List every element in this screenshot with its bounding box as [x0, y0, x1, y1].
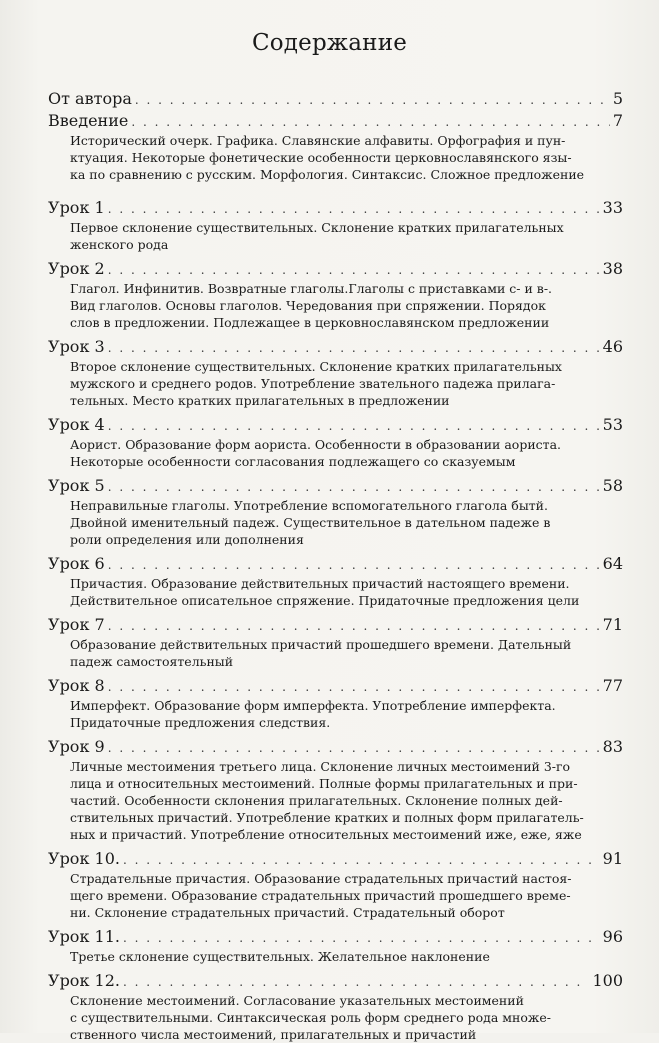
toc-entry-label: Урок 5 — [48, 476, 105, 495]
toc-entry-description — [70, 697, 619, 731]
toc-entry-label: Урок 9 — [48, 737, 105, 756]
toc-entry — [48, 88, 623, 110]
description-line: Третье склонение существительных. Желательное наклонение — [70, 949, 490, 964]
toc-entry-label: От автора — [48, 89, 132, 108]
description-line: Аорист. Образование форм аориста. Особенности в образовании аориста. — [70, 437, 561, 452]
dot-leader — [108, 476, 600, 498]
toc-entry — [48, 336, 623, 409]
toc-entry-page-number: 33 — [602, 198, 623, 217]
dot-leader — [108, 676, 600, 698]
toc-entry-page-number: 83 — [602, 737, 623, 756]
toc-entry-heading — [48, 88, 623, 110]
description-line: Имперфект. Образование форм имперфекта. Употребление имперфекта. — [70, 698, 556, 713]
description-line: слов в предложении. Подлежащее в церковнославянском предложении — [70, 315, 550, 330]
toc-entry-heading — [48, 926, 623, 948]
toc-entry-description — [70, 948, 619, 965]
toc-entry — [48, 414, 623, 470]
toc-entry-description — [70, 575, 619, 609]
description-line: Неправильные глаголы. Употребление вспомогательного глагола бытй. — [70, 498, 548, 513]
description-line: Вид глаголов. Основы глаголов. Чередования при спряжении. Порядок — [70, 298, 546, 313]
description-line: щего времени. Образование страдательных причастий прошедшего време- — [70, 888, 571, 903]
toc-entry-heading — [48, 848, 623, 870]
toc-entry-page-number: 64 — [602, 554, 623, 573]
description-line: Некоторые особенности согласования подлежащего со сказуемым — [70, 454, 516, 469]
toc-entry — [48, 675, 623, 731]
description-line: Образование действительных причастий прошедшего времени. Дательный — [70, 637, 572, 652]
description-line: Первое склонение существительных. Склонение кратких прилагательных — [70, 220, 564, 235]
toc-entry-label: Урок 3 — [48, 337, 105, 356]
toc-entry-description — [70, 358, 619, 409]
description-line: Причастия. Образование действительных причастий настоящего времени. — [70, 576, 570, 591]
toc-entry-heading — [48, 258, 623, 280]
toc-entry-page-number: 58 — [602, 476, 623, 495]
toc-entry-label: Урок 7 — [48, 615, 105, 634]
toc-entry — [48, 848, 623, 921]
toc-entry-page-number: 100 — [592, 971, 623, 990]
toc-entry-description — [70, 992, 619, 1043]
toc-entry — [48, 553, 623, 609]
toc-entry-label: Урок 6 — [48, 554, 105, 573]
toc-entry-page-number: 96 — [602, 927, 623, 946]
dot-leader — [108, 198, 600, 220]
toc-entry-description — [70, 497, 619, 548]
toc-entry-heading — [48, 675, 623, 697]
dot-leader — [108, 554, 600, 576]
toc-entry-page-number: 46 — [602, 337, 623, 356]
toc-entry-label: Урок 8 — [48, 676, 105, 695]
toc-entry-label: Урок 2 — [48, 259, 105, 278]
dot-leader — [108, 615, 600, 637]
table-of-contents — [48, 88, 623, 1043]
toc-entry-description — [70, 280, 619, 331]
description-line: мужского и среднего родов. Употребление звательного падежа прилага- — [70, 376, 556, 391]
description-line: Страдательные причастия. Образование страдательных причастий настоя- — [70, 871, 572, 886]
toc-entry-label: Урок 1 — [48, 198, 105, 217]
toc-entry — [48, 475, 623, 548]
description-line: лица и относительных местоимений. Полные формы прилагательных и при- — [70, 776, 578, 791]
description-line: Действительное описательное спряжение. Придаточные предложения цели — [70, 593, 580, 608]
toc-entry-heading — [48, 614, 623, 636]
description-line: ктуация. Некоторые фонетические особенности церковнославянского язы- — [70, 150, 572, 165]
description-line: Придаточные предложения следствия. — [70, 715, 331, 730]
toc-entry — [48, 926, 623, 965]
toc-entry-label: Введение — [48, 111, 129, 130]
description-line: ных и причастий. Употребление относительных местоимений иже, еже, яже — [70, 827, 582, 842]
dot-leader — [108, 415, 600, 437]
dot-leader — [123, 849, 600, 871]
description-line: Глагол. Инфинитив. Возвратные глаголы.Глаголы с приставками с- и в-. — [70, 281, 553, 296]
description-line: с существительными. Синтаксическая роль форм среднего рода множе- — [70, 1010, 551, 1025]
dot-leader — [131, 111, 609, 133]
entry-gap — [48, 183, 623, 197]
description-line: Исторический очерк. Графика. Славянские алфавиты. Орфография и пун- — [70, 133, 566, 148]
description-line: ственного числа местоимений, прилагательных и причастий — [70, 1027, 477, 1042]
toc-entry-description — [70, 758, 619, 843]
description-line: женского рода — [70, 237, 169, 252]
toc-entry-heading — [48, 970, 623, 992]
description-line: Второе склонение существительных. Склонение кратких прилагательных — [70, 359, 562, 374]
description-line: Личные местоимения третьего лица. Склонение личных местоимений 3-го — [70, 759, 571, 774]
toc-entry-heading — [48, 736, 623, 758]
dot-leader — [108, 259, 600, 281]
toc-entry-page-number: 5 — [612, 89, 623, 108]
toc-entry-description — [70, 219, 619, 253]
toc-entry-heading — [48, 475, 623, 497]
description-line: тельных. Место кратких прилагательных в предложении — [70, 393, 450, 408]
dot-leader — [108, 737, 600, 759]
toc-entry-page-number: 71 — [602, 615, 623, 634]
dot-leader — [135, 89, 610, 111]
dot-leader — [123, 927, 600, 949]
toc-entry-page-number: 91 — [602, 849, 623, 868]
toc-entry — [48, 970, 623, 1043]
toc-entry-description — [70, 636, 619, 670]
toc-entry-description — [70, 870, 619, 921]
toc-entry-page-number: 53 — [602, 415, 623, 434]
toc-entry-heading — [48, 553, 623, 575]
description-line: падеж самостоятельный — [70, 654, 234, 669]
toc-entry-heading — [48, 110, 623, 132]
toc-entry-description — [70, 132, 619, 183]
toc-entry — [48, 614, 623, 670]
toc-entry-label: Урок 12. — [48, 971, 120, 990]
description-line: ни. Склонение страдательных причастий. Страдательный оборот — [70, 905, 505, 920]
toc-entry-label: Урок 10. — [48, 849, 120, 868]
description-line: роли определения или дополнения — [70, 532, 304, 547]
toc-entry-description — [70, 436, 619, 470]
toc-entry — [48, 197, 623, 253]
toc-entry-page-number: 7 — [612, 111, 623, 130]
page-title: Содержание — [251, 30, 408, 56]
description-line: ка по сравнению с русским. Морфология. Синтаксис. Сложное предложение — [70, 167, 585, 182]
toc-entry-heading — [48, 197, 623, 219]
toc-entry-label: Урок 11. — [48, 927, 120, 946]
toc-entry — [48, 736, 623, 843]
dot-leader — [123, 971, 589, 993]
description-line: ствительных причастий. Употребление кратких и полных форм прилагатель- — [70, 810, 584, 825]
toc-entry-heading — [48, 336, 623, 358]
toc-entry-page-number: 38 — [602, 259, 623, 278]
toc-entry — [48, 258, 623, 331]
dot-leader — [108, 337, 600, 359]
toc-entry-page-number: 77 — [602, 676, 623, 695]
toc-entry — [48, 110, 623, 183]
toc-entry-label: Урок 4 — [48, 415, 105, 434]
description-line: Двойной именительный падеж. Существительное в дательном падеже в — [70, 515, 551, 530]
description-line: Склонение местоимений. Согласование указательных местоимений — [70, 993, 524, 1008]
description-line: частий. Особенности склонения прилагательных. Склонение полных дей- — [70, 793, 563, 808]
toc-entry-heading — [48, 414, 623, 436]
